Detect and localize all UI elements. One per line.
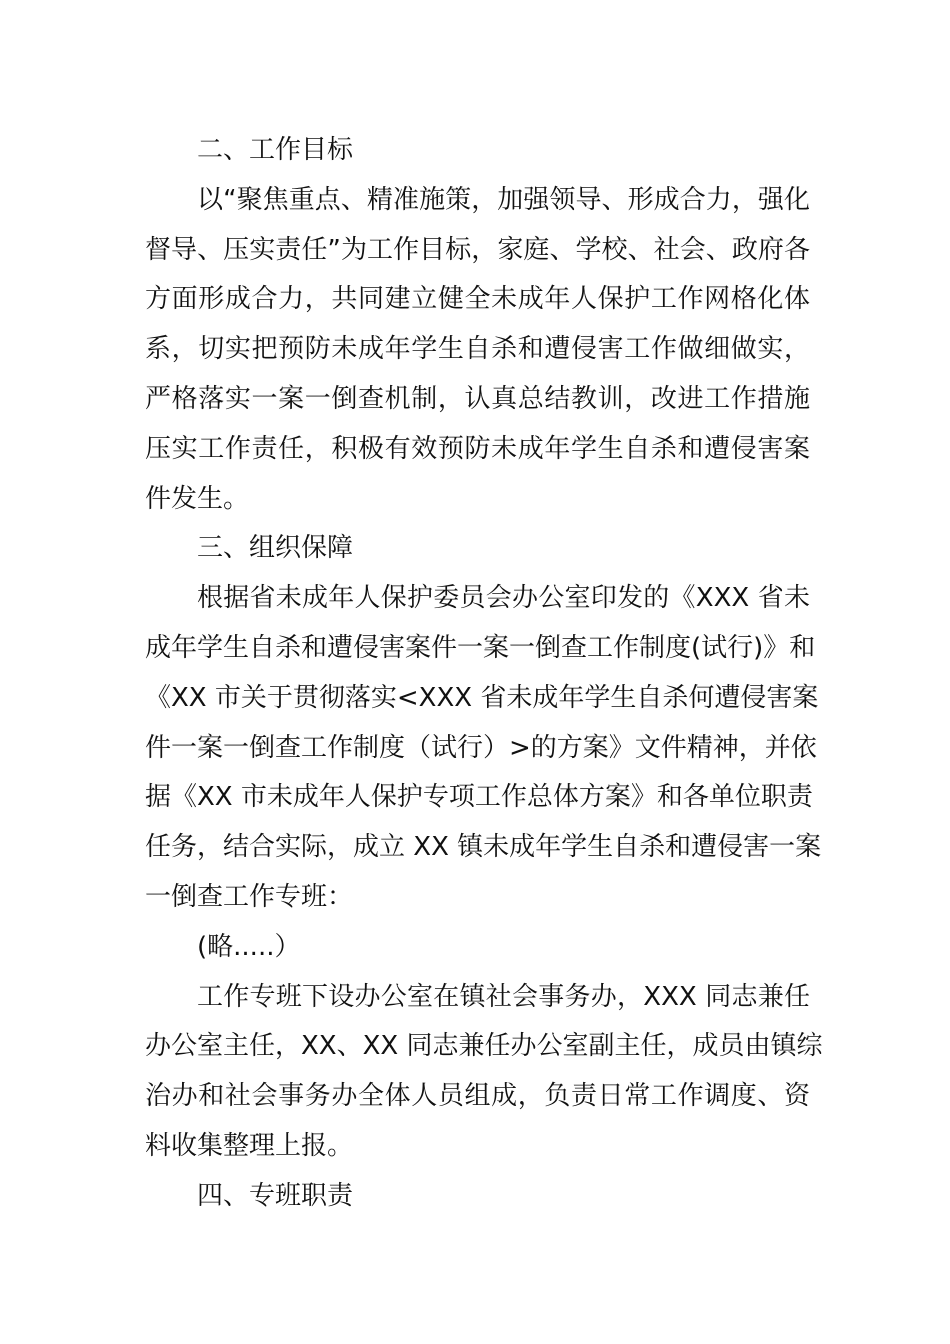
paragraph-line: 根据省未成年人保护委员会办公室印发的《XXX 省未 [197, 583, 810, 614]
paragraph-line: 件一案一倒查工作制度（试行）>的方案》文件精神，并依 [145, 732, 817, 763]
section-heading-organization: 三、组织保障 [197, 533, 354, 564]
paragraph-line: 方面形成合力，共同建立健全未成年人保护工作网格化体 [145, 284, 810, 315]
paragraph-line: 督导、压实责任”为工作目标，家庭、学校、社会、政府各 [145, 234, 810, 265]
paragraph-line: 压实工作责任，积极有效预防未成年学生自杀和遭侵害案 [145, 433, 810, 464]
section-heading-duties: 四、专班职责 [197, 1180, 354, 1211]
document-body [145, 126, 823, 1222]
paragraph-line: 治办和社会事务办全体人员组成，负责日常工作调度、资 [145, 1081, 810, 1112]
paragraph-line: 系，切实把预防未成年学生自杀和遭侵害工作做细做实， [145, 334, 810, 365]
paragraph-line: 以“聚焦重点、精准施策，加强领导、形成合力，强化 [197, 184, 810, 215]
paragraph-line: 任务，结合实际，成立 XX 镇未成年学生自杀和遭侵害一案 [145, 832, 822, 863]
paragraph-line: 严格落实一案一倒查机制，认真总结教训，改进工作措施 [145, 383, 810, 414]
section-heading-goals: 二、工作目标 [197, 135, 354, 165]
paragraph-line: 成年学生自杀和遭侵害案件一案一倒查工作制度(试行)》和 [145, 632, 816, 663]
paragraph-line: 工作专班下设办公室在镇社会事务办，XXX 同志兼任 [197, 981, 810, 1012]
paragraph-line: 办公室主任，XX、XX 同志兼任办公室副主任，成员由镇综 [145, 1031, 823, 1062]
paragraph-line: 件发生。 [145, 483, 250, 514]
paragraph-line: 料收集整理上报。 [145, 1130, 354, 1161]
paragraph-line: 一倒查工作专班： [145, 881, 354, 912]
paragraph-line: 据《XX 市未成年人保护专项工作总体方案》和各单位职责 [145, 782, 813, 813]
paragraph-line: 《XX 市关于贯彻落实<XXX 省未成年学生自杀何遭侵害案 [145, 682, 819, 713]
omitted-note: (略.....） [197, 931, 301, 962]
